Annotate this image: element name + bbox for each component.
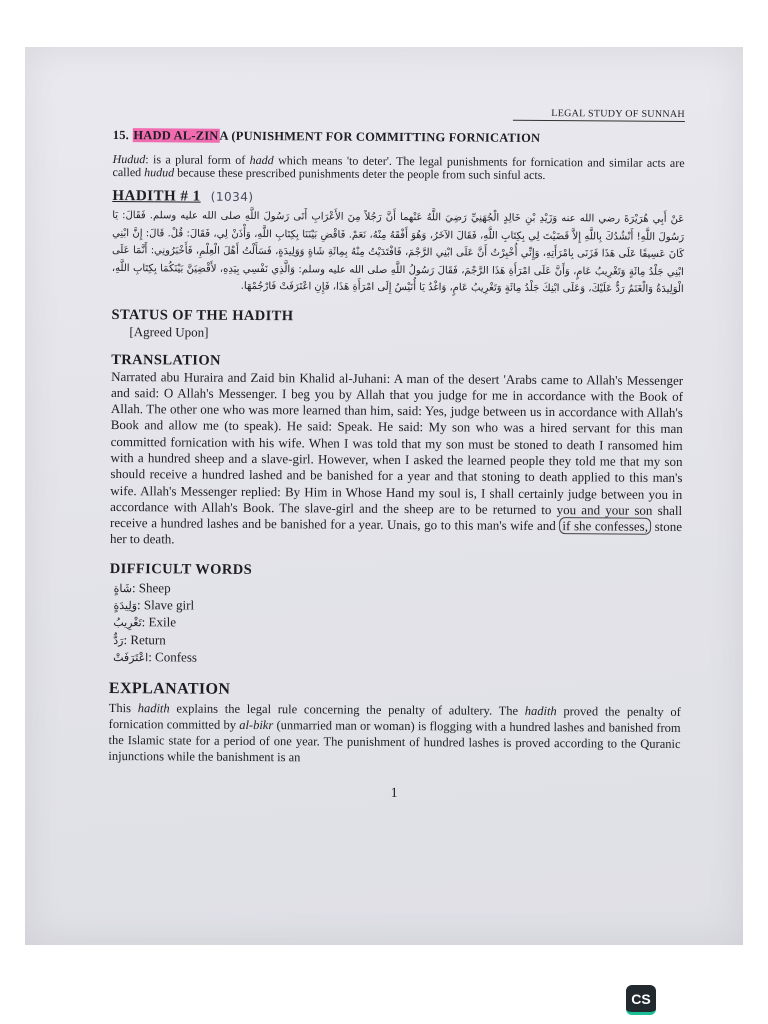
document-page [108,105,685,804]
status-value: [Agreed Upon] [129,323,209,340]
running-head: LEGAL STUDY OF SUNNAH [513,108,685,122]
explanation-text: This [108,701,138,716]
intro-text: which means 'to deter'. The legal punishments for fornication and similar acts are called [112,153,685,180]
hadith-heading-label: HADITH # 1 [112,187,201,205]
intro-paragraph [112,153,684,183]
word-meaning: : Return [123,631,166,648]
explanation-term: hadith [137,701,170,716]
word-arabic: اعْتَرَفَتْ [113,650,149,665]
word-arabic: تَغْرِيبُ [113,616,142,630]
page-number: 1 [390,786,398,802]
status-heading: STATUS OF THE HADITH [111,306,294,324]
difficult-words-list [109,580,682,670]
explanation-text: explains the legal rule concerning the penalty of adultery. The [169,701,525,719]
circled-phrase: if she confesses, [559,517,651,535]
translation-text: stone her to death. [109,518,683,547]
intro-term: Hudud [112,151,146,167]
chapter-title [113,128,685,147]
word-arabic: رَدٌّ [113,633,124,647]
explanation-text: (unmarried man or woman) is flogging with a hundred lashes and banished from the Islamic state for a period of one year. The punishment of hundred lashes is proved according to the Quranic injunctions while the banishment is an [108,718,681,765]
handwritten-note: (1034) [210,189,254,204]
arabic-hadith-text: عَنْ أَبِي هُرَيْرَةَ رضي الله عنه وَزَيْدِ بْنِ خَالِدٍ الْجُهَنِيِّ رَضِيَ اللَّهُ عَنْهما أَنَّ رَجُلاً مِنَ الأَعْرَابِ أَتَى رَسُولَ اللَّهِ صلى الله عليه وسلم. فَقَالَ: يَا رَسُولَ اللَّهِ! أَنْشُدُكَ بِاللَّهِ إِلاَّ قَضَيْتَ لِي بِكِتَابِ اللَّهِ، فَقَالَ الآخَرُ، وَهُوَ أَفْقَهُ مِنْهُ، نَعَمْ. فَاقْضِ بَيْنَنَا بِكِتَابِ اللَّهِ، وَأْذَنْ لِي، فَقَالَ: قُلْ. قَالَ: إِنَّ ابْنِي كَانَ عَسِيفًا عَلَى هَذَا فَزَنَى بِامْرَأَتِهِ، وَإِنِّي أُخْبِرْتُ أَنَّ عَلَى ابْنِي الرَّجْمَ، فَافْتَدَيْتُ مِنْهُ بِمِائَةِ شَاةٍ وَوَلِيدَةٍ، فَسَأَلْتُ أَهْلَ الْعِلْمِ، فَأَخْبَرُونِي: أَنَّمَا عَلَى ابْنِي جَلْدُ مِائَةٍ وَتَغْرِيبُ عَامٍ، وَأَنَّ عَلَى امْرَأَةِ هَذَا الرَّجْمَ، فَقَالَ رَسُولُ اللَّهِ صلى الله عليه وسلم: وَالَّذِي نَفْسِي بِيَدِهِ، لأَقْضِيَنَّ بَيْنَكُمَا بِكِتَابِ اللَّهِ، الْوَلِيدَةُ وَالْغَنَمُ رَدٌّ عَلَيْكَ، وَعَلَى ابْنِكَ جَلْدُ مِائَةٍ وَتَغْرِيبُ عَامٍ، وَاغْدُ يَا أُنَيْسُ إِلَى امْرَأَةِ هَذَا، فَإِنِ اعْتَرَفَتْ فَارْجُمْهَا. [111,209,685,295]
word-meaning: : Slave girl [136,597,195,613]
intro-text: because these prescribed punishments deter the people from such sinful acts. [174,165,546,183]
chapter-title-rest: A (PUNISHMENT FOR COMMITTING FORNICATION [219,128,541,145]
camscanner-logo-icon[interactable]: CS [626,985,656,1015]
translation-heading: TRANSLATION [111,351,221,369]
explanation-paragraph [108,700,680,768]
intro-term: hadd [249,152,274,168]
intro-term: hudud [144,165,175,180]
word-arabic: وَلِيدَةٍ [113,599,138,613]
explanation-text: proved the penalty of fornication committed by [108,704,681,733]
explanation-term: al-bikr [239,718,274,733]
highlighted-title: HADD AL-ZIN [133,128,219,143]
word-meaning: : Sheep [131,579,171,596]
scanned-page [25,47,743,945]
word-meaning: : Confess [148,649,198,665]
translation-text: Narrated abu Huraira and Zaid bin Khalid al-Juhani: A man of the desert 'Arabs came to Allah's Messenger and said: O Allah's Messenger. I beg you by Allah that you judge for me in accordance with the Book of Allah. The other one who was more learned than him, said: Yes, judge between us in accordance with Allah's Book and allow me (to speak). He said: Speak. He said: My son who was a hired servant for this man committed fornication with his wife. When I was told that my son must be stoned to death I ransomed him with a hundred sheep and a slave-girl. However, when I asked the learned people they told me that my son should receive a hundred lashed and be banished for a year and that stoning to death applied to this man's wife. Allah's Messenger replied: By Him in Whose Hand my soul is, I shall certainly judge between you in accordance with Allah's Book. The slave-girl and the sheep are to be returned to you and your son shall receive a hundred lashes and be banished for a year. Unais, go to this man's wife and [110,368,684,534]
word-item [113,649,681,670]
intro-text: : is a plural form of [145,152,250,167]
explanation-term: hadith [524,704,557,719]
word-arabic: شَاةٍ [113,581,133,595]
explanation-heading: EXPLANATION [108,680,231,699]
chapter-number: 15. [112,127,130,143]
difficult-words-heading: DIFFICULT WORDS [109,560,253,578]
hadith-heading [112,188,684,209]
word-meaning: : Exile [141,614,177,630]
translation-paragraph [110,368,683,551]
